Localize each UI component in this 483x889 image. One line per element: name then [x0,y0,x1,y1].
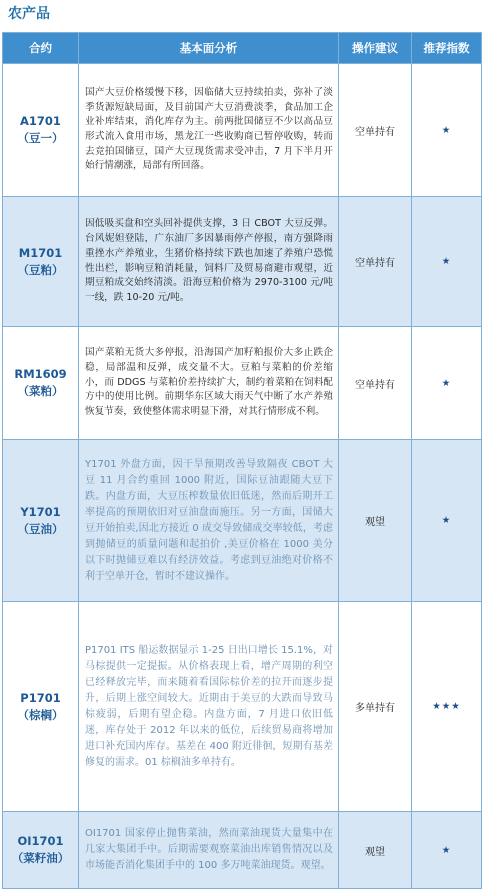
header-rating: 推荐指数 [412,33,482,64]
contract-name: （菜粕） [17,384,64,398]
contract-name: （棕榈） [17,707,64,722]
contract-code: Y1701 [20,504,61,519]
contract-code: P1701 [20,690,61,705]
contract-code: OI1701 [17,834,64,848]
header-analysis: 基本面分析 [79,33,339,64]
contract-cell [3,812,79,889]
rating-stars: ★ [412,440,482,602]
analysis-cell: OI1701 国家停止抛售菜油，然而菜油现货大量集中在几家大集团手中。后期需要观察菜油出库销售情况以及市场能否消化集团手中的 100 多万吨菜油现货。观望。 [79,812,339,889]
contract-code: RM1609 [14,367,67,381]
header-contract: 合约 [3,33,79,64]
header-advice: 操作建议 [339,33,412,64]
table-row [3,602,482,812]
contract-name: （豆粕） [17,262,64,277]
analysis-cell: P1701 ITS 船运数据显示 1-25 日出口增长 15.1%，对马棕提供一定提振。从价格表现上看，增产周期的利空已经释放完毕，而来随着看国际棕价差的拉开而逐步提升，后期上涨空间较大。近期由于美豆的大跌而导致马棕疲弱，后期有望企稳。内盘方面，7 月进口依旧低迷，库存处于 2012 年以来的低位，后续贸易商将增加进口补充国内库存。基差在 400 附近徘徊，短期有基差修复的需求。01 棕榈油多单持有。 [79,602,339,812]
contract-cell [3,64,79,197]
analysis-cell: 国产大豆价格缓慢下移，因临储大豆持续拍卖，弥补了淡季货源短缺局面，及目前国产大豆消费淡季，食品加工企业补库结束，消化库存为主。前两批国储豆不少以高品豆形式流入食用市场，黑龙江一些收购商已暂停收购，转而去竞拍国储豆，国产大豆现货需求受冲击，7 月下半月开始行情潮涨，局部有所回落。 [79,64,339,197]
contract-cell [3,440,79,602]
advice-cell: 观望 [339,812,412,889]
table-row [3,440,482,602]
rating-stars: ★★★ [412,602,482,812]
rating-stars: ★ [412,327,482,440]
contract-cell [3,602,79,812]
section-title: 农产品 [8,6,50,22]
advice-cell: 空单持有 [339,64,412,197]
table-header-row [3,33,482,64]
contract-name: （菜籽油） [11,851,70,865]
advice-cell: 多单持有 [339,602,412,812]
analysis-cell: 国产菜粕无货大多停报，沿海国产加籽粕报价大多止跌企稳，局部温和反弹，成交量不大。豆粕与菜粕的价差缩小，而 DDGS 与菜粕价差持续扩大，制约着菜粕在饲料配方中的使用比例。前期华东区域大雨天气中断了水产养殖恢复节奏，致使整体需求明显下滑，对其行情形成不利。 [79,327,339,440]
table-row [3,812,482,889]
advice-cell: 空单持有 [339,327,412,440]
contract-name: （豆油） [17,521,64,536]
analysis-cell: 因低吸买盘和空头回补提供支撑，3 日 CBOT 大豆反弹。台风妮妲登陆，广东油厂多因暴雨停产停报，南方强降雨重挫水产养殖业，生猪价格持续下跌也加速了养殖户恐慌性出栏，影响豆粕消耗量，饲料厂及贸易商避市观望，近期豆粕成交始终清淡。沿海豆粕价格为 2970-3100 元/吨一线，跌 10-20 元/吨。 [79,197,339,327]
contract-code: A1701 [20,114,61,128]
table-row [3,327,482,440]
contract-code: M1701 [18,245,63,260]
agri-products-table [2,32,482,889]
table-row [3,64,482,197]
contract-name: （豆一） [17,131,64,145]
rating-stars: ★ [412,812,482,889]
contract-cell [3,327,79,440]
advice-cell: 空单持有 [339,197,412,327]
contract-cell [3,197,79,327]
rating-stars: ★ [412,64,482,197]
analysis-cell: Y1701 外盘方面，因干旱预期改善导致隔夜 CBOT 大豆 11 月合约重回 1000 附近，国际豆油跟随大豆下跌。内盘方面，大豆压榨数量依旧低迷，然而后期开工率提高的预期依旧对豆油盘面施压。另一方面，国储大豆开始拍卖,因北方接近 0 成交导致储成交率较低，考虑到抛储豆的质量问题和起拍价 ,美豆价格在 1000 美分以下时抛储豆难以有经济效益。考虑到豆油绝对价格不利于空单开仓，暂时不建议操作。 [79,440,339,602]
rating-stars: ★ [412,197,482,327]
table-row [3,197,482,327]
advice-cell: 观望 [339,440,412,602]
